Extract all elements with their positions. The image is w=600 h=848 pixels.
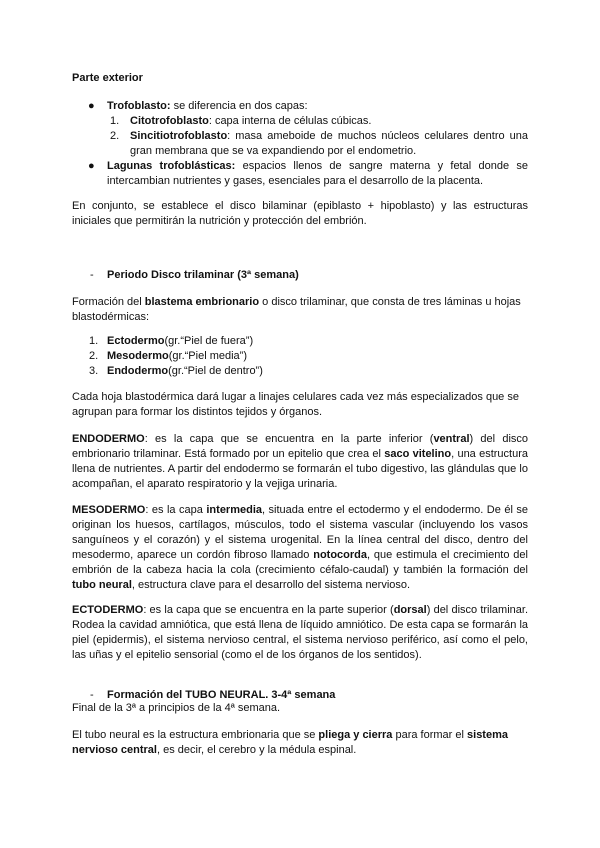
item-number: 1. [89,335,99,347]
term: blastema embrionario [144,296,260,308]
text: o disco trilaminar, que consta de tres láminas u hojas blastodérmicas: [72,296,521,323]
list-item-mesodermo [72,349,528,364]
dash-marker: - [90,269,94,281]
term: Ectodermo [107,335,165,347]
section-heading-disco-trilaminar [72,268,563,283]
tubo-neural-paragraph [72,728,528,758]
term: Endodermo [107,365,169,377]
term: ventral [433,433,470,445]
summary-paragraph: Cada hoja blastodérmica dará lugar a linajes celulares cada vez más especializados que se agrupan para formar los distintos tejidos y órganos. [72,391,519,418]
ectodermo-paragraph [72,603,528,663]
list-item-ectodermo [72,334,528,349]
sub-item-citotrofoblasto [72,114,528,129]
term: notocorda [313,549,368,561]
text: Formación del [72,296,145,308]
conclusion-paragraph: En conjunto, se establece el disco bilaminar (epiblasto + hipoblasto) y las estructuras iniciales que permitirán la nutrición y protección del embrión. [72,200,528,227]
heading-text: Periodo Disco trilaminar (3ª semana) [107,269,299,281]
bullet-list [72,99,528,189]
bullet-icon: ● [88,100,95,112]
item-number: 2. [110,130,120,142]
text: para formar el [392,729,468,741]
item-number: 3. [89,365,99,377]
item-text: : masa ameboide de muchos núcleos celulares dentro una gran membrana que se va expandiendo por el endometrio. [130,130,528,157]
list-item-lagunas [72,159,528,189]
text: ) del disco embrionario trilaminar. Está formado por un epitelio que crea el [72,433,529,460]
list-item-endodermo [72,364,528,379]
text: , una estructura llena de nutrientes. A partir del endodermo se formarán el tubo digestivo, las glándulas que lo acompañan, el aparato respiratorio y la vejiga urinaria. [72,448,528,490]
term: tubo neural [72,579,132,591]
list-item-trofoblasto [72,99,528,114]
intro-paragraph [72,295,528,325]
term: Citotrofoblasto [130,115,209,127]
text: El tubo neural es la estructura embrionaria que se [72,729,319,741]
mesodermo-paragraph [72,503,528,593]
text: , que estimula el crecimiento del embrión de la cabeza hacia la cola (crecimiento céfalo-caudal) y también la formación del [72,549,528,576]
term: Mesodermo [107,350,169,362]
term: saco vitelino [384,448,452,460]
term: MESODERMO [72,504,146,516]
timing-paragraph: Final de la 3ª a principios de la 4ª semana. [72,702,281,714]
text: , estructura clave para el desarrollo del sistema nervioso. [131,579,411,591]
text: , es decir, el cerebro y la médula espinal. [156,744,357,756]
text: : es la capa que se encuentra en la parte superior ( [143,604,394,616]
endodermo-paragraph [72,432,528,492]
term: Trofoblasto: [107,100,171,112]
heading-text: Formación del TUBO NEURAL. 3-4ª semana [107,689,336,701]
text: ) del disco trilaminar. Rodea la cavidad amniótica, que está llena de líquido amniótico. De esta capa se formarán la piel (epidermis), el sistema nervioso central, el sistema nervioso periférico, así como el pelo, las uñas y el epitelio sensorial (como el de los órganos de los sentidos). [72,604,528,661]
item-text: : capa interna de células cúbicas. [208,115,372,127]
item-number: 1. [110,115,120,127]
item-text: (gr.“Piel media”) [168,350,247,362]
term: ECTODERMO [72,604,144,616]
item-text: se diferencia en dos capas: [170,100,308,112]
term: Lagunas trofoblásticas: [107,160,236,172]
term: sistema nervioso central [72,729,508,756]
item-text: (gr.“Piel de fuera”) [164,335,254,347]
item-text: (gr.“Piel de dentro”) [168,365,263,377]
item-number: 2. [89,350,99,362]
bullet-icon: ● [88,160,95,172]
sub-item-sincitiotrofoblasto [72,129,528,159]
text: , situada entre el ectodermo y el endodermo. De él se originan los huesos, cartílagos, músculos, todo el sistema vascular (incluyendo los vasos sanguíneos y el corazón) y el sistema urogenital. En la línea central del disco, dentro del mesodermo, aparece un cordón fibroso llamado [72,504,528,561]
item-text: espacios llenos de sangre materna y fetal donde se intercambian nutrientes y gases, esenciales para el desarrollo de la placenta. [107,160,529,187]
term: dorsal [393,604,427,616]
layer-list [72,334,528,379]
text: : es la capa [145,504,207,516]
term: intermedia [206,504,263,516]
section-heading-parte-exterior: Parte exterior [72,72,143,84]
term: Sincitiotrofoblasto [130,130,228,142]
dash-marker: - [90,689,94,701]
term: ENDODERMO [72,433,145,445]
term: pliega y cierra [318,729,393,741]
text: : es la capa que se encuentra en la parte inferior ( [144,433,434,445]
